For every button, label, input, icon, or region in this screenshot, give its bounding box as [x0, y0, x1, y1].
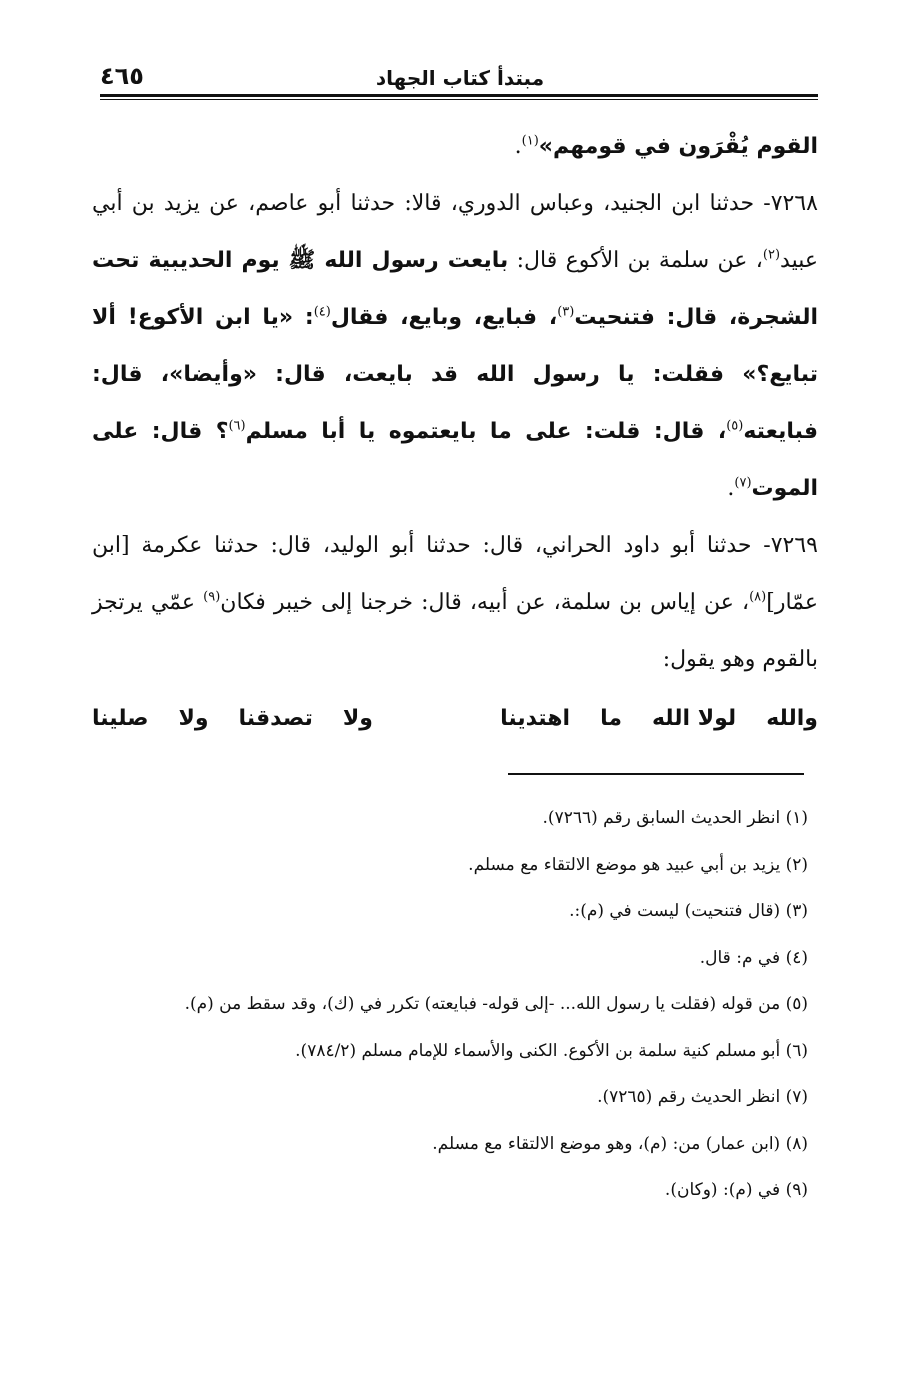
poem-word: لولا الله — [651, 706, 737, 731]
hadith-7268 — [92, 175, 818, 517]
poem-word: ولا — [178, 706, 209, 731]
footnote-ref: (٤) — [313, 304, 331, 320]
poem-word: والله — [766, 706, 818, 731]
footnote: (٢) يزيد بن أبي عبيد هو موضع الالتقاء مع مسلم. — [468, 854, 808, 875]
footnote: (٨) (ابن عمار) من: (م)، وهو موضع الالتقاء مع مسلم. — [432, 1133, 808, 1154]
poem-verse — [92, 690, 818, 747]
header-rule — [100, 94, 818, 100]
footnote: (١) انظر الحديث السابق رقم (٧٢٦٦). — [542, 808, 808, 828]
page-header — [100, 56, 818, 96]
continuation-paragraph — [92, 118, 818, 175]
matn-text: ، فبايع، وبايع، فقال — [330, 305, 558, 330]
footnote-ref: (٧) — [734, 475, 752, 491]
isnad-text: ٧٢٦٨- حدثنا ابن الجنيد، وعباس الدوري، قالا: حدثنا أبو عاصم، عن يزيد بن أبي عبيد — [92, 191, 818, 273]
isnad-text: ، عن إياس بن سلمة، عن أبيه، قال: خرجنا إلى خيبر فكان — [220, 590, 750, 615]
poem-word: ما — [600, 706, 622, 731]
footnote-ref: (٥) — [726, 418, 744, 434]
poem-first-hemistich — [500, 690, 818, 747]
running-title: مبتدأ كتاب الجهاد — [375, 66, 545, 90]
poem-word: اهتدينا — [500, 706, 571, 731]
matn-text: بايعت رسول الله ﷺ يوم الحديبية تحت الشجرة، قال: فتنحيت — [92, 248, 819, 330]
isnad-text: ، عن سلمة بن الأكوع قال: — [508, 248, 763, 273]
isnad-text: عمّي يرتجز بالقوم وهو يقول: — [92, 590, 818, 672]
footnote-ref: (٣) — [557, 304, 575, 320]
footnote: (٩) في (م): (وكان). — [664, 1180, 808, 1200]
footnote-ref: (٨) — [749, 589, 767, 605]
isnad-text: ٧٢٦٩- حدثنا أبو داود الحراني، قال: حدثنا أبو الوليد، قال: حدثنا عكرمة [ابن عمّار] — [92, 533, 818, 615]
footnote: (٦) أبو مسلم كنية سلمة بن الأكوع. الكنى والأسماء للإمام مسلم (٧٨٤/٢). — [295, 1040, 808, 1061]
footnote-ref: (١) — [521, 133, 539, 149]
period: . — [727, 476, 735, 501]
footnote: (٥) من قوله (فقلت يا رسول الله... -إلى قوله- فبايعته) تكرر في (ك)، وقد سقط من (م). — [184, 994, 808, 1014]
matn-text: ؟ قال: على الموت — [92, 419, 818, 501]
page-number: ٤٦٥ — [100, 62, 144, 90]
poem-word: ولا — [342, 706, 373, 731]
footnote: (٤) في م: قال. — [699, 947, 808, 968]
footnote-ref: (٩) — [203, 589, 221, 605]
footnote: (٣) (قال فتنحيت) ليست في (م):. — [569, 901, 808, 921]
matn-text: ، قال: قلت: على ما بايعتموه يا أبا مسلم — [245, 419, 727, 444]
period: . — [514, 134, 522, 159]
poem-word: صلينا — [92, 706, 149, 731]
footnote-separator — [508, 773, 804, 775]
footnote-ref: (٢) — [762, 247, 781, 263]
footnote: (٧) انظر الحديث رقم (٧٢٦٥). — [597, 1087, 808, 1107]
hadith-7269 — [92, 517, 818, 688]
poem-second-hemistich — [92, 690, 373, 747]
poem-word: تصدقنا — [238, 706, 313, 731]
main-text — [92, 118, 818, 747]
matn-text: : «يا ابن الأكوع! ألا تبايع؟» فقلت: يا رسول الله قد بايعت، قال: «وأيضا»، قال: فبايعته — [92, 305, 818, 444]
continuation-text: القوم يُقْرَون في قومهم» — [538, 134, 818, 159]
footnotes — [100, 795, 808, 1214]
footnote-ref: (٦) — [228, 418, 246, 434]
